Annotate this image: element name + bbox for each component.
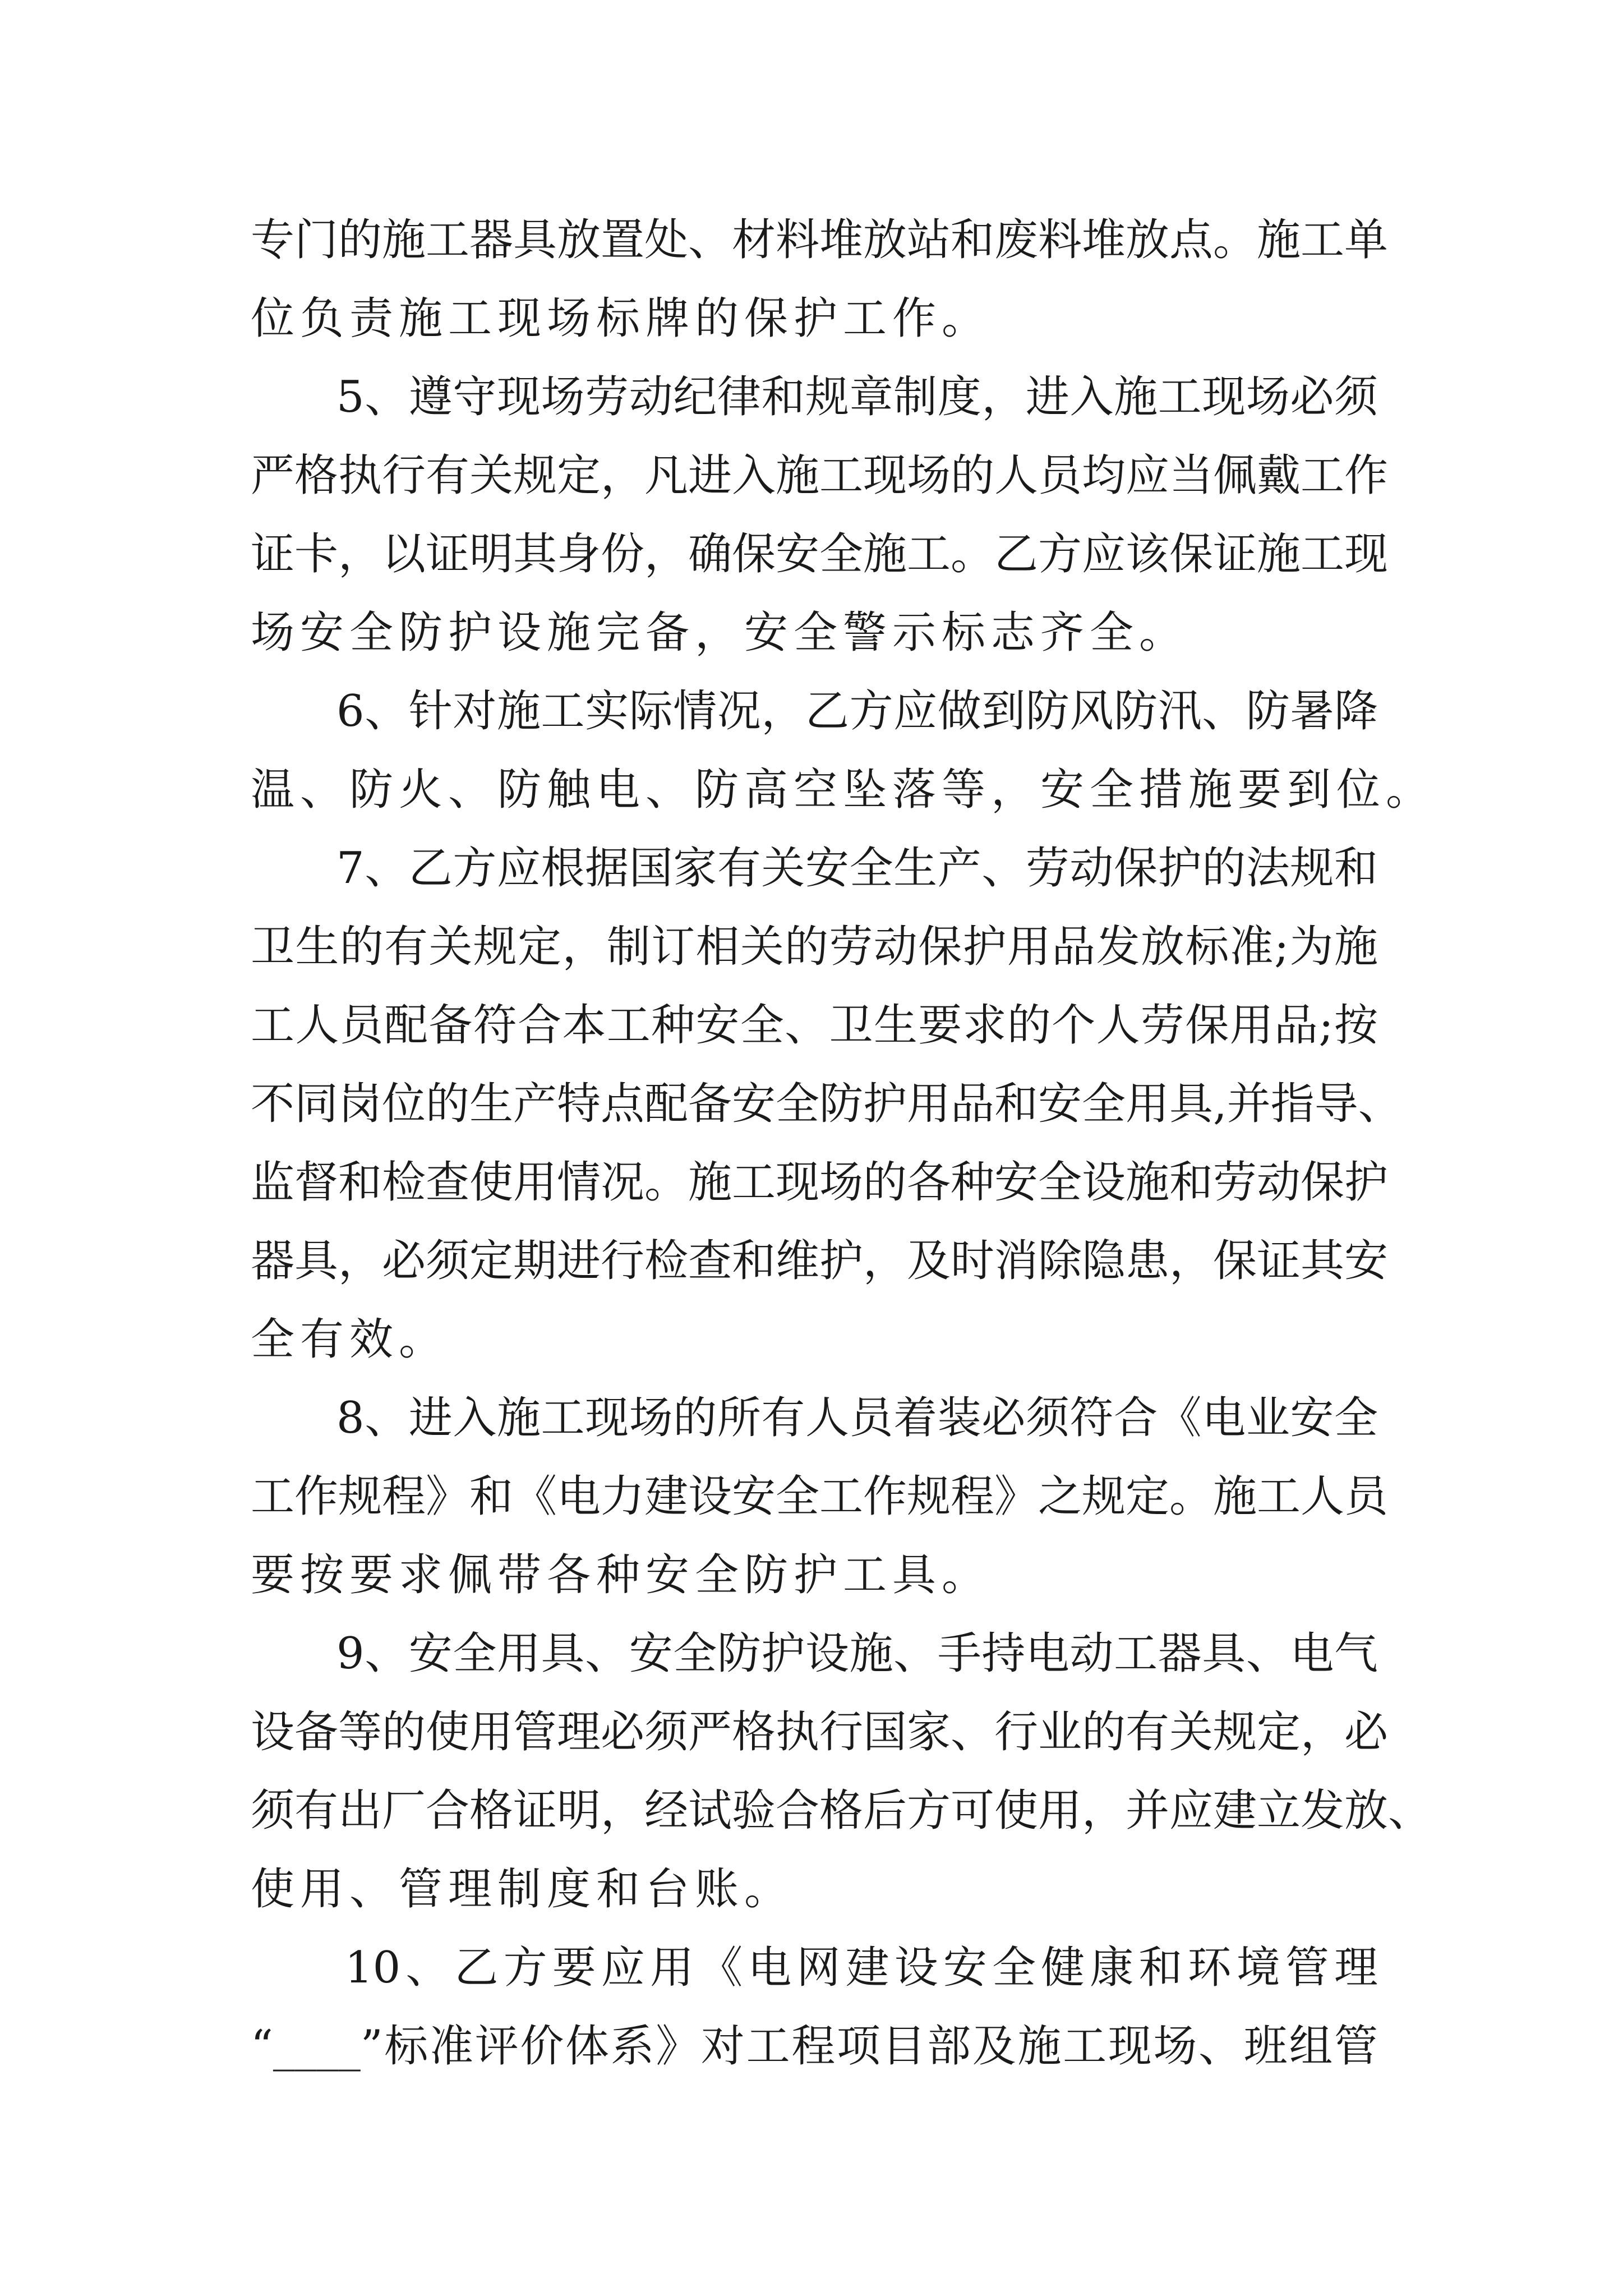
text-line: 专门的施工器具放置处、材料堆放站和废料堆放点。施工单 bbox=[251, 215, 1389, 265]
text-line: 使用、管理制度和台账。 bbox=[251, 1864, 794, 1915]
text-line: “____”标准评价体系》对工程项目部及施工现场、班组管 bbox=[251, 2021, 1378, 2072]
text-line: 设备等的使用管理必须严格执行国家、行业的有关规定，必 bbox=[251, 1707, 1389, 1757]
text-line: 须有出厂合格证明，经试验合格后方可使用，并应建立发放、 bbox=[251, 1786, 1432, 1836]
text-line: 器具，必须定期进行检查和维护，及时消除隐患，保证其安 bbox=[251, 1236, 1389, 1286]
paragraph-9-start: 9、安全用具、安全防护设施、手持电动工器具、电气 bbox=[336, 1628, 1378, 1679]
text-line: 要按要求佩带各种安全防护工具。 bbox=[251, 1550, 992, 1600]
text-line: 全有效。 bbox=[251, 1314, 449, 1365]
text-line: 监督和检查使用情况。施工现场的各种安全设施和劳动保护 bbox=[251, 1157, 1389, 1208]
paragraph-6-start: 6、针对施工实际情况，乙方应做到防风防汛、防暑降 bbox=[336, 686, 1378, 737]
text-line: 工作规程》和《电力建设安全工作规程》之规定。施工人员 bbox=[251, 1471, 1389, 1522]
paragraph-8-start: 8、进入施工现场的所有人员着装必须符合《电业安全 bbox=[336, 1393, 1378, 1443]
paragraph-7-start: 7、乙方应根据国家有关安全生产、劳动保护的法规和 bbox=[336, 843, 1378, 894]
paragraph-5-start: 5、遵守现场劳动纪律和规章制度，进入施工现场必须 bbox=[336, 372, 1378, 422]
text-line: 不同岗位的生产特点配备安全防护用品和安全用具,并指导、 bbox=[251, 1079, 1402, 1129]
text-line: 严格执行有关规定，凡进入施工现场的人员均应当佩戴工作 bbox=[251, 450, 1389, 501]
text-line: 工人员配备符合本工种安全、卫生要求的个人劳保用品;按 bbox=[251, 1000, 1378, 1051]
text-line: 场安全防护设施完备，安全警示标志齐全。 bbox=[251, 608, 1189, 658]
text-line: 温、防火、防触电、防高空坠落等，安全措施要到位。 bbox=[251, 765, 1436, 815]
text-line: 卫生的有关规定，制订相关的劳动保护用品发放标准;为施 bbox=[251, 922, 1378, 972]
text-line: 位负责施工现场标牌的保护工作。 bbox=[251, 293, 992, 344]
paragraph-10-start: 10、乙方要应用《电网建设安全健康和环境管理 bbox=[345, 1943, 1378, 1993]
text-line: 证卡，以证明其身份，确保安全施工。乙方应该保证施工现 bbox=[251, 529, 1389, 579]
